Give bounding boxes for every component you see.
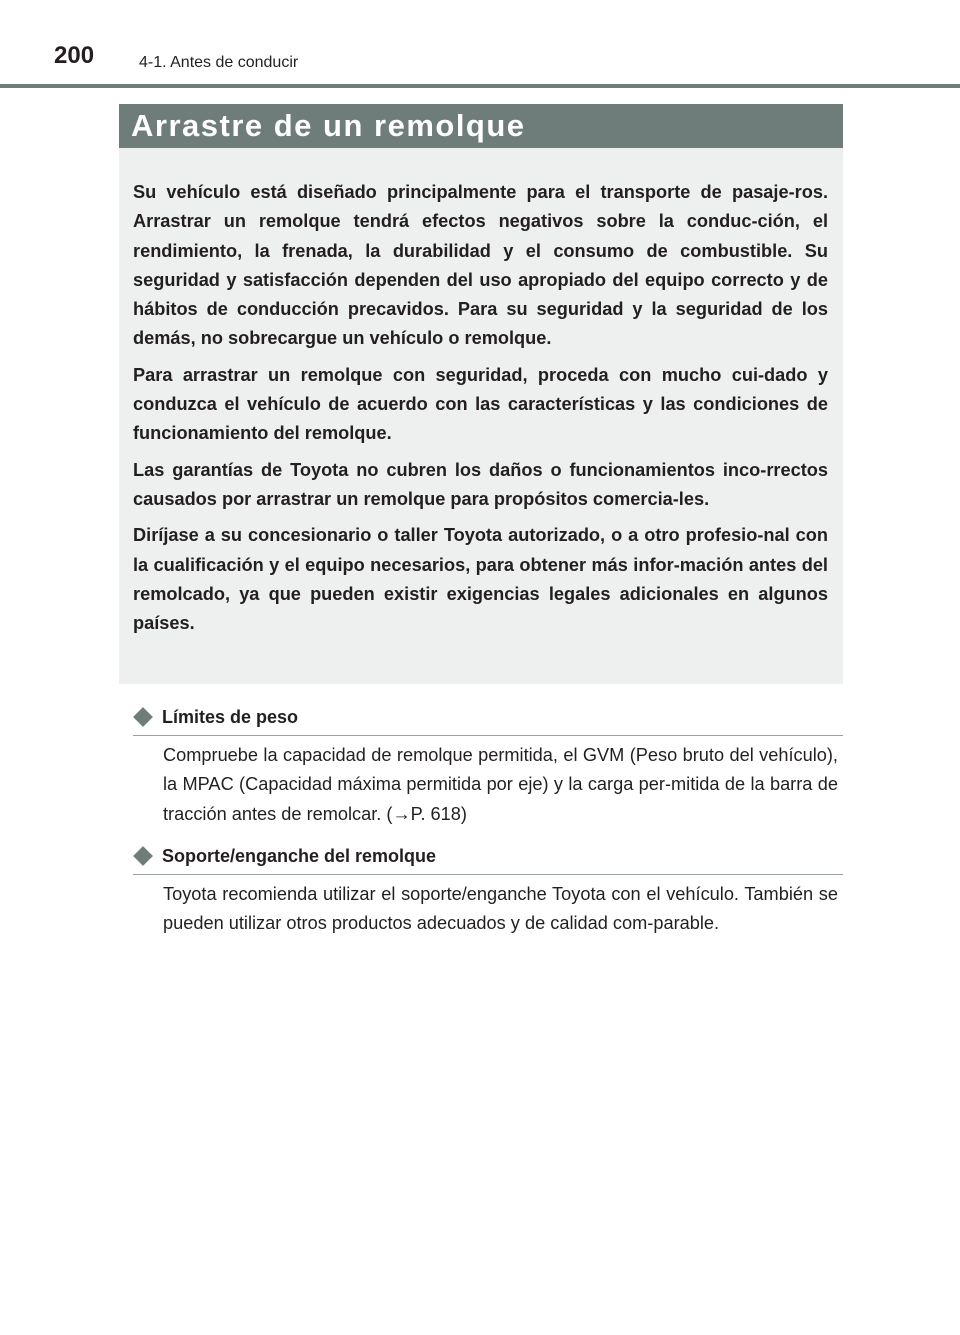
- intro-paragraph: Diríjase a su concesionario o taller Toyota autorizado, o a otro profesio-nal con la cualificación y el equipo necesarios, para obtener más infor-mación antes del remolcado, ya que pueden existir exigencias legales adicionales en algunos países.: [133, 525, 828, 634]
- intro-paragraph: Su vehículo está diseñado principalmente para el transporte de pasaje-ros. Arrastrar un remolque tendrá efectos negativos sobre la conduc-ción, el rendimiento, la frenada, la durabilidad y el consumo de combustible. Su seguridad y satisfacción dependen del uso apropiado del equipo correcto y de hábitos de conducción precavidos. Para su seguridad y la seguridad de los demás, no sobrecargue un vehículo o remolque.: [133, 182, 828, 349]
- subheading-rule: [133, 735, 843, 736]
- diamond-bullet-icon: [133, 707, 153, 727]
- subheading-text: Soporte/enganche del remolque: [162, 846, 437, 866]
- subheading-weight-limits: [133, 707, 843, 727]
- intro-paragraph: Para arrastrar un remolque con seguridad, proceda con mucho cui-dado y conduzca el vehículo de acuerdo con las características y las condiciones de funcionamiento del remolque.: [133, 364, 828, 444]
- page-number: 200: [54, 42, 95, 69]
- intro-paragraph: Las garantías de Toyota no cubren los daños o funcionamientos inco-rrectos causados por arrastrar un remolque para propósitos comercia-les.: [133, 459, 828, 509]
- intro-box: [119, 148, 843, 684]
- body-paragraph: Compruebe la capacidad de remolque permitida, el GVM (Peso bruto del vehículo), la MPAC (Capacidad máxima permitida por eje) y la carga per-mitida de la barra de tracción antes de remolcar. (→P. 618): [163, 745, 838, 824]
- subheading-rule: [133, 874, 843, 875]
- subheading-text: Límites de peso: [162, 707, 299, 727]
- section-label: 4-1. Antes de conducir: [139, 54, 299, 71]
- subheading-hitch: [133, 846, 843, 866]
- diamond-bullet-icon: [133, 846, 153, 866]
- title-banner: [119, 104, 843, 148]
- page-title: Arrastre de un remolque: [131, 108, 526, 143]
- header-rule: [0, 84, 960, 88]
- page-header: [0, 0, 960, 90]
- body-paragraph: Toyota recomienda utilizar el soporte/enganche Toyota con el vehículo. También se pueden utilizar otros productos adecuados y de calidad com-parable.: [163, 884, 838, 934]
